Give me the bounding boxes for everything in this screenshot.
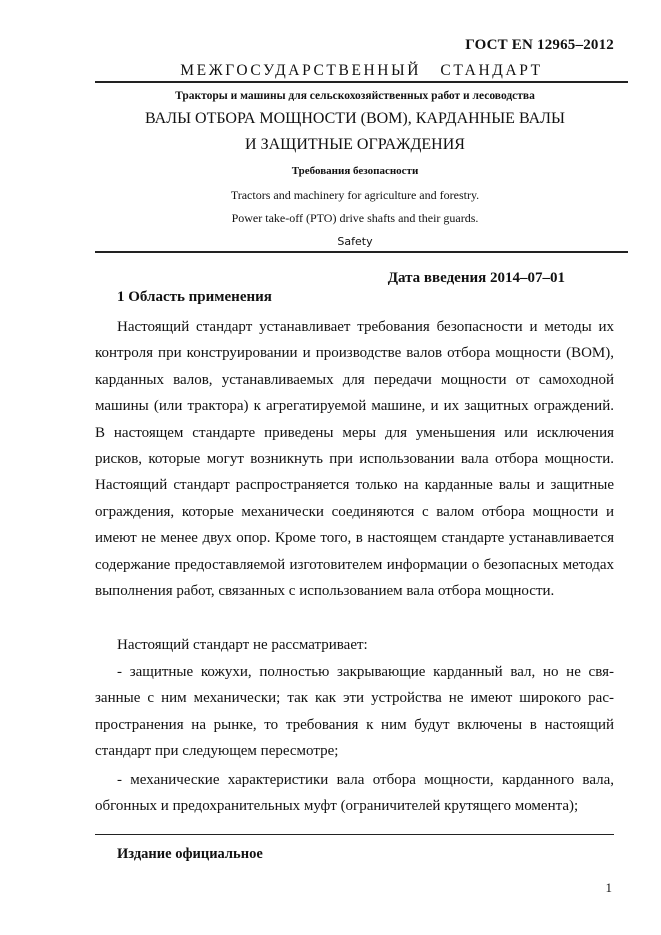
main-title-line-2: И ЗАЩИТНЫЕ ОГРАЖДЕНИЯ [245, 136, 465, 153]
header-bottom-rule [95, 251, 628, 253]
standard-type-title: МЕЖГОСУДАРСТВЕННЫЙ СТАНДАРТ [180, 62, 543, 79]
page-number: 1 [605, 880, 612, 895]
english-title-line-3: Safety [337, 235, 373, 248]
header-top-rule [95, 81, 628, 83]
section-heading: 1 Область применения [117, 289, 272, 305]
body-paragraph-2 [95, 632, 614, 658]
gost-code: ГОСТ EN 12965–2012 [465, 37, 614, 53]
paragraph-text: - механические характеристики вала отбора мощности, карданного вала, обгонных и предохранительных муфт (ограничителей крутящего момента); [95, 772, 614, 815]
footnote-separator [95, 834, 614, 835]
safety-requirements-subtitle: Требования безопасности [291, 165, 419, 177]
introduction-date: Дата введения 2014–07–01 [387, 270, 565, 286]
body-paragraph-1 [95, 314, 614, 604]
paragraph-text: - защитные кожухи, полностью закрывающие карданный вал, но не связанные с ним механически; так как эти устройства не имеют широкого распространения на рынке, то требования к ним будут включены в настоящий стандарт при следующем пересмотре; [95, 664, 614, 760]
english-title-line-1: Tractors and machinery for agriculture and forestry. [230, 188, 480, 202]
english-title-line-2: Power take-off (PTO) drive shafts and their guards. [231, 211, 479, 225]
body-paragraph-3 [95, 659, 614, 765]
official-edition-label: Издание официальное [117, 846, 263, 862]
main-title-line-1: ВАЛЫ ОТБОРА МОЩНОСТИ (ВОМ), КАРДАННЫЕ ВАЛЫ [145, 110, 565, 127]
paragraph-text: Настоящий стандарт не рассматривает: [117, 637, 368, 653]
subject-line: Тракторы и машины для сельскохозяйственных работ и лесоводства [175, 90, 535, 102]
paragraph-text: Настоящий стандарт устанавливает требования безопасности и методы их контроля при конструировании и производстве валов отбора мощности (ВОМ), карданных валов, устанавливаемых для передачи мощности от самоходной машины (или трактора) к агрегатируемой машине, и их защитных ограждений. В настоящем стандарте приведены меры для уменьшения или исключения рисков, которые могут возникнуть при использовании вала отбора мощности. Настоящий стандарт распространяется только на карданные валы и защитные ограждения, которые механически соединяются с валом отбора мощности и имеют не менее двух опор. Кроме того, в настоящем стандарте устанавливается содержание предоставляемой изготовителем информации о безопасных методах выполнения работ, связанных с использованием вала отбора мощности. [95, 319, 614, 600]
body-paragraph-4 [95, 767, 614, 820]
